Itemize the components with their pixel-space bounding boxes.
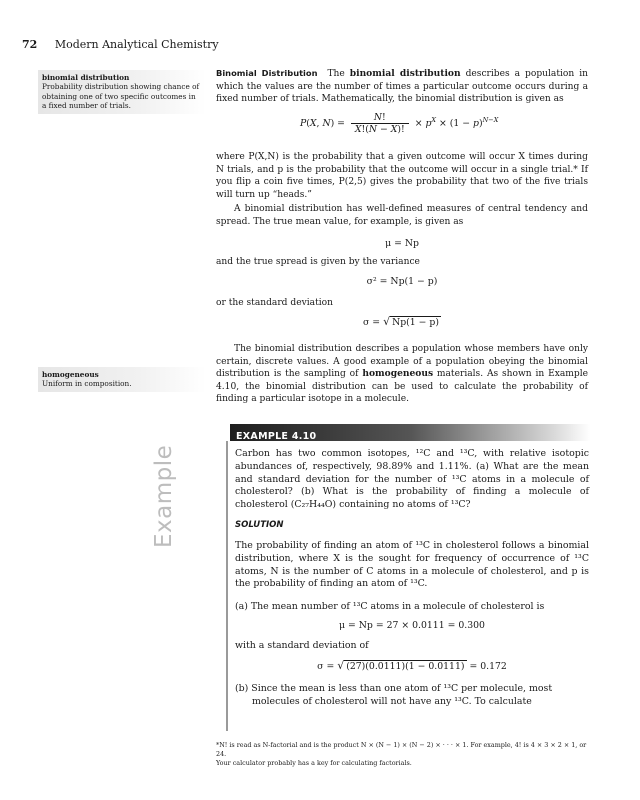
ex-sd-result: = 0.172: [469, 661, 507, 672]
solution-text: The probability of finding an atom of ¹³C in cholesterol follows a binomial distribution, where X is the sought for frequency of occurrence of ¹³C atoms, N is the number of C atoms in a molecule of cholesterol, and p is the probability of finding an atom of ¹³C.: [235, 540, 589, 590]
section-intro: [216, 67, 588, 106]
ex-sd-left: σ =: [317, 661, 335, 672]
discrete-text: The binomial distribution describes a population whose members have only certain, discrete values. A good example of a population obeying the binomial distribution is the sampling of: [216, 344, 588, 380]
sd-equation: σ = √ Np(1 − p): [363, 315, 439, 328]
part-b-line1: (b) Since the mean is less than one atom of ¹³C per molecule, most: [235, 683, 553, 694]
sd-eq-radicand: Np(1 − p): [392, 317, 439, 328]
binomial-equation: P(X, N) = $\frac{N!}{X!(N - X)!}$ × $p^X \times (1 - p)^{N-X}$: [300, 112, 499, 135]
example-banner: [230, 424, 590, 441]
example-side-label: Example: [151, 444, 177, 548]
example-problem: [235, 448, 589, 512]
footnote-line2: Your calculator probably has a key for calculating factorials.: [216, 758, 412, 767]
part-a-equation: μ = Np = 27 × 0.0111 = 0.300: [339, 620, 485, 631]
section-heading: Binomial Distribution: [216, 68, 318, 78]
page-number: 72: [22, 38, 38, 51]
central-tendency-text: A binomial distribution has well-defined measures of central tendency and spread. The true mean value, for example, is given as: [216, 204, 588, 227]
paragraph-variance-intro: [216, 256, 588, 269]
footnote: [216, 741, 590, 767]
solution-heading: SOLUTION: [235, 520, 284, 530]
ex-sd-radicand: (27)(0.0111)(1 − 0.0111): [346, 661, 465, 672]
glossary-definition: Probability distribution showing chance of obtaining one of two specific outcomes in a fixed number of trials.: [42, 82, 200, 111]
example-rule: [226, 441, 228, 731]
glossary-term: binomial distribution: [42, 73, 130, 82]
footnote-line1: *N! is read as N-factorial and is the product N × (N − 1) × (N − 2) × · · · × 1. For example, 4! is 4 × 3 × 2 × 1, or 24.: [216, 741, 587, 758]
mean-equation: μ = Np: [385, 238, 419, 249]
part-a-sd-equation: σ = √ (27)(0.0111)(1 − 0.0111) = 0.172: [317, 659, 507, 672]
discrete-text-rest: materials. As shown in Example 4.10, the binomial distribution can be used to calculate the probability of finding a particular isotope in a molecule.: [216, 369, 588, 405]
intro-term: binomial distribution: [349, 68, 461, 79]
variance-equation: σ² = Np(1 − p): [366, 276, 438, 287]
homogeneous-term: homogeneous: [362, 368, 434, 380]
part-b: [235, 683, 589, 709]
solution-body: [235, 540, 589, 591]
definition-text: where P(X,N) is the probability that a given outcome will occur X times during N trials, and p is the probability that the outcome will occur in a single trial.* If you flip a coin five times, P(2,5) gives the probability that two of the five trials will turn up “heads.”: [216, 152, 588, 200]
paragraph-central-tendency: [216, 203, 588, 228]
glossary-term: homogeneous: [42, 370, 99, 379]
sd-eq-left: σ =: [363, 317, 381, 328]
variance-intro-text: and the true spread is given by the variance: [216, 257, 420, 267]
glossary-homogeneous: [38, 367, 206, 392]
glossary-binomial: [38, 70, 206, 114]
example-banner-label: EXAMPLE 4.10: [236, 431, 317, 442]
intro-text: The: [327, 69, 350, 79]
solution-label: [235, 519, 589, 532]
paragraph-sd-intro: [216, 297, 588, 310]
with-sd: [235, 640, 589, 653]
paragraph-definition: [216, 151, 588, 201]
glossary-definition: Uniform in composition.: [42, 379, 132, 389]
paragraph-discrete: [216, 343, 588, 406]
intro-text-rest: describes a population in which the values are the number of times a particular outcome occurs during a fixed number of trials. Mathematically, the binomial distribution is given as: [216, 69, 588, 105]
part-b-line2: molecules of cholesterol will not have any ¹³C. To calculate: [252, 695, 532, 707]
with-sd-text: with a standard deviation of: [235, 640, 369, 651]
sd-intro-text: or the standard deviation: [216, 298, 333, 308]
running-header: [22, 38, 219, 51]
example-problem-text: Carbon has two common isotopes, ¹²C and ¹³C, with relative isotopic abundances of, respectively, 98.89% and 1.11%. (a) What are the mean and standard deviation for the number of ¹³C atoms in a molecule of cholesterol? (b) What is the probability of finding a molecule of cholesterol (C₂₇H₄₄O) containing no atoms of ¹³C?: [235, 448, 589, 511]
part-a: [235, 601, 589, 614]
part-a-text: (a) The mean number of ¹³C atoms in a molecule of cholesterol is: [235, 601, 545, 612]
book-title: Modern Analytical Chemistry: [54, 38, 219, 51]
